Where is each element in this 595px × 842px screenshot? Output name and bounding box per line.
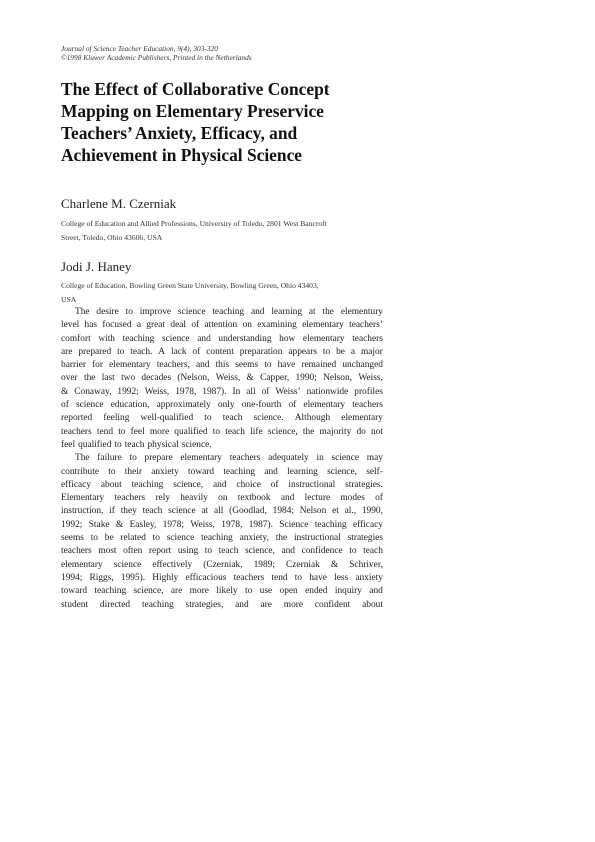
title-line: Achievement in Physical Science xyxy=(61,145,303,165)
body-line: are prepared to teach. A lack of content preparation appears to be a major xyxy=(61,346,383,357)
affiliation-line: College of Education, Bowling Green State University, Bowling Green, Ohio 43403, xyxy=(61,281,319,290)
body-line: The desire to improve science teaching and learning at the elementury xyxy=(75,307,383,317)
body-line: level has focused a great deal of attention on examining elementary teachers’ xyxy=(61,320,383,331)
body-line: The failure to prepare elementary teachers adequately in science may xyxy=(75,453,383,464)
author-name-2: Jodi J. Haney xyxy=(61,259,132,274)
title-line: Mapping on Elementary Preservice xyxy=(61,101,324,121)
body-line: of science education, approximately only one-fourth of elementary teachers xyxy=(61,400,383,411)
article-body xyxy=(61,306,383,612)
author-affiliation-2 xyxy=(61,279,406,306)
body-line: teachers most often report using to teach science, and confidence to teach xyxy=(61,546,383,557)
publisher-line: ©1998 Kluwer Academic Publishers, Printed in the Netherlands xyxy=(61,53,252,63)
body-line: over the last two decades (Nelson, Weiss, & Capper, 1990; Nelson, Weiss, xyxy=(61,373,383,384)
body-line: comfort with teaching science and understanding how elementary teachers xyxy=(61,333,383,344)
affiliation-line: Street, Toledo, Ohio 43606, USA xyxy=(61,232,163,242)
title-line: Teachers’ Anxiety, Efficacy, and xyxy=(61,123,298,143)
title-line: The Effect of Collaborative Concept xyxy=(61,79,330,99)
body-line: 1994; Riggs, 1995). Highly efficacious teachers tend to have less anxiety xyxy=(61,572,383,583)
body-line: feel qualified to teach physical science. xyxy=(61,439,212,450)
body-line: instruction, if they teach science at all (Goodlad, 1984; Nelson et al., 1990, xyxy=(61,506,383,517)
body-line: toward teaching science, are more likely to use open ended inquiry and xyxy=(61,586,383,597)
author-affiliation-1 xyxy=(61,217,406,244)
body-line: barrier for elementary teachers, and this seems to have remained unchanged xyxy=(61,360,383,371)
body-line: elementary science effectively (Czerniak, 1989; Czerniak & Schriver, xyxy=(61,559,383,570)
journal-citation xyxy=(61,44,381,63)
body-line: & Conaway, 1992; Weiss, 1978, 1987). In all of Weiss’ nationwide profiles xyxy=(61,386,383,397)
body-line: efficacy about teaching science, and choice of instructional strategies. xyxy=(61,479,383,490)
body-line: seems to be related to science teaching anxiety, the instructional strategies xyxy=(61,533,383,544)
body-line: student directed teaching strategies, and are more confident about xyxy=(61,599,383,610)
body-line: Elementary teachers rely heavily on textbook and lecture modes of xyxy=(61,493,383,504)
affiliation-line: College of Education and Allied Professions, University of Toledo, 2801 West Bancroft xyxy=(61,219,327,228)
author-name-1: Charlene M. Czerniak xyxy=(61,196,177,211)
journal-citation-line: Journal of Science Teacher Education, 9(4), 303-320 xyxy=(61,44,218,53)
affiliation-line: USA xyxy=(61,294,77,304)
body-line: teachers tend to feel more qualified to teach life science, the majority do not xyxy=(61,426,383,437)
body-line: 1992; Stake & Easley, 1978; Weiss, 1978, 1987). Science teaching efficacy xyxy=(61,519,383,530)
body-line: reported feeling well-qualified to teach science. Although elementary xyxy=(61,413,383,424)
article-title xyxy=(61,78,391,166)
body-line: contribute to their anxiety toward teaching and learning science, self- xyxy=(61,466,383,477)
